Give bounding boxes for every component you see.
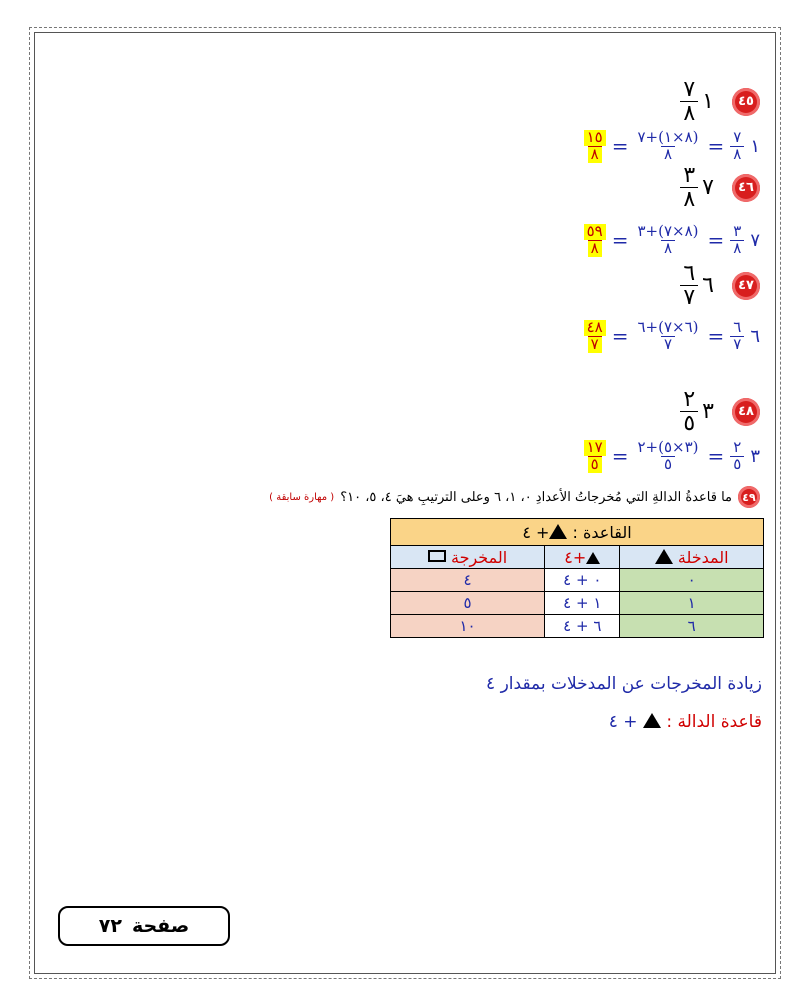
equals-sign: = <box>707 228 725 253</box>
header-input-label: المدخلة <box>677 547 729 567</box>
output-cell: ٤ <box>391 569 545 592</box>
result-fraction <box>584 320 606 353</box>
problem-47 <box>680 262 760 309</box>
fraction <box>730 130 744 163</box>
result-fraction <box>584 224 606 257</box>
triangle-icon <box>643 713 661 728</box>
numerator: (٦×٧)+٦ <box>637 318 699 336</box>
expression-fraction <box>634 130 701 163</box>
equals-sign: = <box>611 324 629 349</box>
numerator: ٣ <box>733 222 742 240</box>
table-row <box>391 592 764 615</box>
numerator: ٢ <box>683 387 696 412</box>
table-row <box>391 569 764 592</box>
page-number: ٧٢ <box>98 915 122 937</box>
numerator: ٤٨ <box>584 320 606 336</box>
whole-part: ١ <box>702 89 714 115</box>
rule-value: + ٤ <box>608 712 638 732</box>
solution-47 <box>584 320 760 353</box>
function-rule-note <box>609 712 762 732</box>
triangle-icon <box>586 552 600 564</box>
problem-48 <box>680 388 760 435</box>
rule-text: + ٤ <box>522 522 550 542</box>
header-output <box>391 546 545 569</box>
rule-label: القاعدة : <box>572 522 632 542</box>
problem-number-badge: ٤٩ <box>738 486 760 508</box>
mixed-number <box>680 164 714 211</box>
header-rule-label: +٤ <box>564 547 587 567</box>
equals-sign: = <box>707 324 725 349</box>
fraction <box>680 78 698 125</box>
problem-number-badge: ٤٦ <box>732 174 760 202</box>
numerator: ١٧ <box>584 440 606 456</box>
denominator: ٨ <box>588 240 602 257</box>
whole-part: ٦ <box>702 273 714 299</box>
numerator: ٣ <box>683 163 696 188</box>
mixed-number <box>680 78 714 125</box>
rule-cell: ٠ + ٤ <box>545 569 620 592</box>
problem-45 <box>680 78 760 125</box>
function-table <box>390 518 764 638</box>
fraction <box>680 164 698 211</box>
denominator: ٥ <box>661 456 675 473</box>
equals-sign: = <box>707 444 725 469</box>
solution-48 <box>584 440 760 473</box>
rule-cell: ٦ + ٤ <box>545 615 620 638</box>
header-rule <box>545 546 620 569</box>
whole-part: ١ <box>750 135 760 157</box>
denominator: ٨ <box>680 187 698 211</box>
input-cell: ٠ <box>620 569 764 592</box>
problem-number-badge: ٤٧ <box>732 272 760 300</box>
fraction <box>730 224 744 257</box>
whole-part: ٧ <box>750 229 760 251</box>
result-fraction <box>584 440 606 473</box>
input-cell: ١ <box>620 592 764 615</box>
fraction <box>680 262 698 309</box>
rule-label: قاعدة الدالة : <box>666 712 762 732</box>
denominator: ٥ <box>680 411 698 435</box>
numerator: (٨×٧)+٣ <box>637 222 699 240</box>
question-49 <box>269 486 760 508</box>
numerator: ٧ <box>733 128 742 146</box>
mixed-number <box>680 262 714 309</box>
fraction <box>680 388 698 435</box>
question-text: ما قاعدةُ الدالةِ التي مُخرجاتُ الأعدادِ ٠، ١، ٦ وعلى الترتيبِ هيَ ٤، ٥، ١٠؟ <box>340 489 732 505</box>
denominator: ٨ <box>661 240 675 257</box>
whole-part: ٦ <box>750 325 760 347</box>
numerator: (٨×١)+٧ <box>637 128 699 146</box>
denominator: ٧ <box>730 336 744 353</box>
denominator: ٧ <box>680 285 698 309</box>
fraction <box>730 440 744 473</box>
whole-part: ٣ <box>750 445 760 467</box>
mixed-number <box>680 388 714 435</box>
numerator: (٣×٥)+٢ <box>637 438 699 456</box>
problem-number-badge: ٤٨ <box>732 398 760 426</box>
denominator: ٨ <box>730 240 744 257</box>
rule-cell: ١ + ٤ <box>545 592 620 615</box>
denominator: ٨ <box>730 146 744 163</box>
equals-sign: = <box>611 444 629 469</box>
table-title <box>391 519 764 546</box>
expression-fraction <box>634 320 701 353</box>
problem-46 <box>680 164 760 211</box>
denominator: ٨ <box>680 101 698 125</box>
numerator: ٥٩ <box>584 224 606 240</box>
numerator: ٦ <box>733 318 742 336</box>
whole-part: ٧ <box>702 175 714 201</box>
expression-fraction <box>634 224 701 257</box>
expression-fraction <box>634 440 701 473</box>
solution-46 <box>584 224 760 257</box>
header-output-label: المخرجة <box>451 547 508 567</box>
numerator: ٧ <box>683 77 696 102</box>
denominator: ٨ <box>588 146 602 163</box>
page-word: صفحة <box>131 915 190 937</box>
output-cell: ١٠ <box>391 615 545 638</box>
equals-sign: = <box>611 134 629 159</box>
table-row <box>391 615 764 638</box>
triangle-icon <box>655 549 673 564</box>
solution-45 <box>584 130 760 163</box>
equals-sign: = <box>611 228 629 253</box>
problem-number-badge: ٤٥ <box>732 88 760 116</box>
denominator: ٧ <box>661 336 675 353</box>
numerator: ٦ <box>683 261 696 286</box>
denominator: ٥ <box>588 456 602 473</box>
output-cell: ٥ <box>391 592 545 615</box>
whole-part: ٣ <box>702 399 714 425</box>
denominator: ٥ <box>730 456 744 473</box>
denominator: ٨ <box>661 146 675 163</box>
numerator: ١٥ <box>584 130 606 146</box>
input-cell: ٦ <box>620 615 764 638</box>
page-number-tag <box>58 906 230 946</box>
header-input <box>620 546 764 569</box>
numerator: ٢ <box>733 438 742 456</box>
equals-sign: = <box>707 134 725 159</box>
denominator: ٧ <box>588 336 602 353</box>
skill-tag: ( مهارة سابقة ) <box>269 491 335 503</box>
increase-note: زيادة المخرجات عن المدخلات بمقدار ٤ <box>486 674 762 694</box>
fraction <box>730 320 744 353</box>
result-fraction <box>584 130 606 163</box>
rectangle-icon <box>428 550 446 562</box>
triangle-icon <box>549 524 567 539</box>
